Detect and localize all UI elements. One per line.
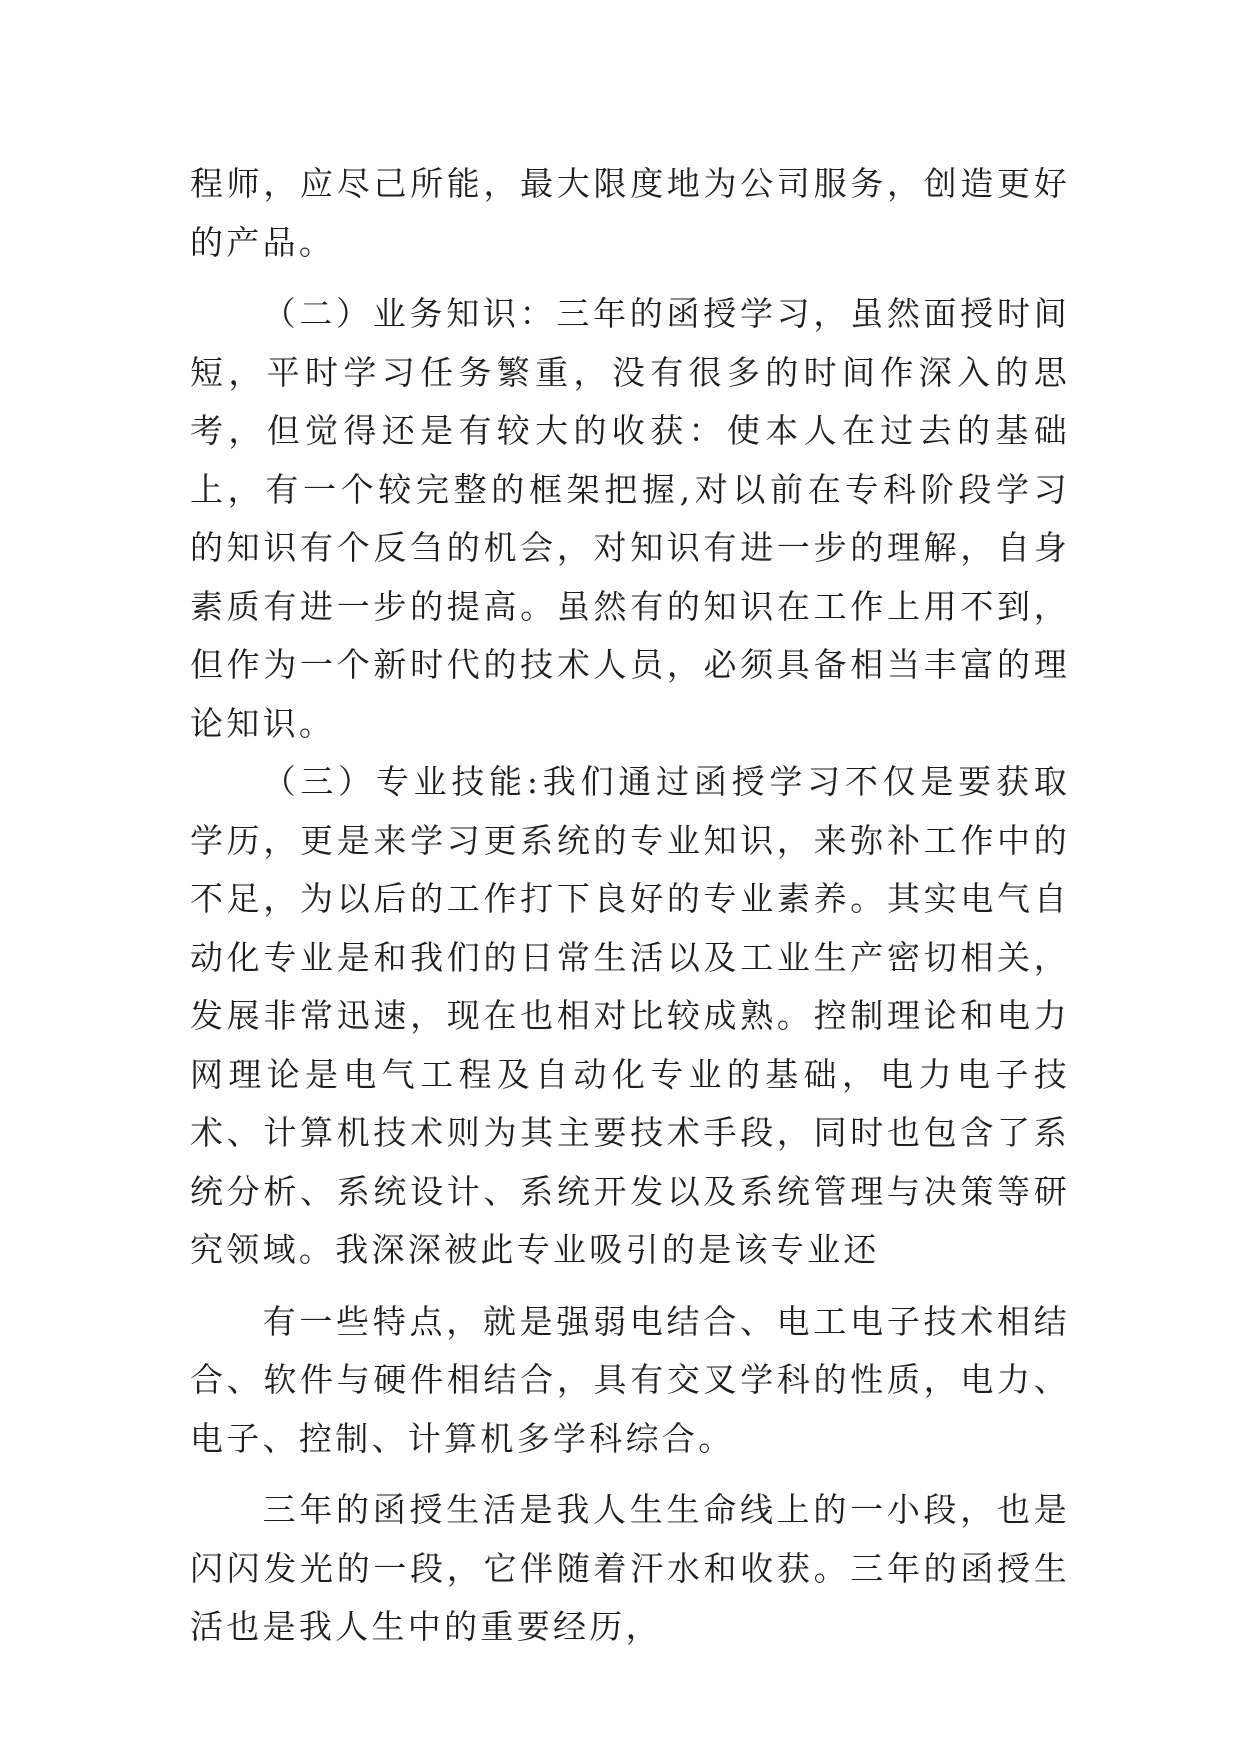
- paragraph-professional-skills: （三）专业技能:我们通过函授学习不仅是要获取学历，更是来学习更系统的专业知识，来弥补工作中的不足，为以后的工作打下良好的专业素养。其实电气自动化专业是和我们的日常生活以及工业生产密切相关，发展非常迅速，现在也相对比较成熟。控制理论和电力网理论是电气工程及自动化专业的基础，电力电子技术、计算机技术则为其主要技术手段，同时也包含了系统分析、系统设计、系统开发以及系统管理与决策等研究领域。我深深被此专业吸引的是该专业还: [190, 762, 1070, 1269]
- paragraph-continuation: 程师，应尽己所能，最大限度地为公司服务，创造更好的产品。: [190, 164, 1070, 262]
- paragraph-specialty-features: 有一些特点，就是强弱电结合、电工电子技术相结合、软件与硬件相结合，具有交叉学科的性质，电力、电子、控制、计算机多学科综合。: [190, 1301, 1070, 1458]
- paragraph-summary: 三年的函授生活是我人生生命线上的一小段，也是闪闪发光的一段，它伴随着汗水和收获。三年的函授生活也是我人生中的重要经历，: [190, 1490, 1070, 1646]
- paragraph-business-knowledge: （二）业务知识：三年的函授学习，虽然面授时间短，平时学习任务繁重，没有很多的时间作深入的思考，但觉得还是有较大的收获：使本人在过去的基础上，有一个较完整的框架把握,对以前在专科阶段学习的知识有个反刍的机会，对知识有进一步的理解，自身素质有进一步的提高。虽然有的知识在工作上用不到，但作为一个新时代的技术人员，必须具备相当丰富的理论知识。: [190, 294, 1070, 743]
- body-text: [190, 155, 1070, 1657]
